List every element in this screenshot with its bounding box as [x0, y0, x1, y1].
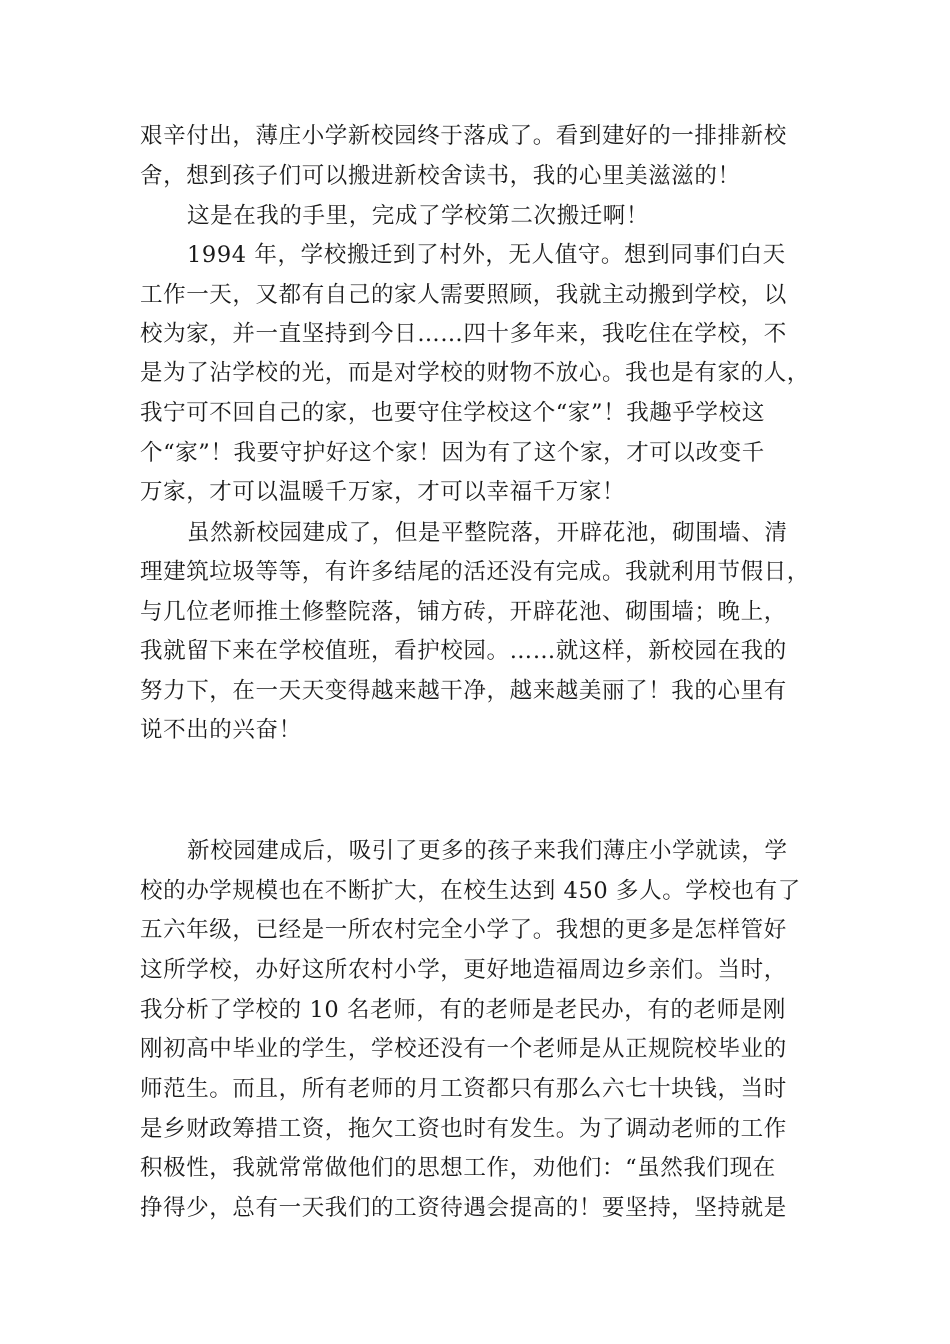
text-line: 工作一天，又都有自己的家人需要照顾，我就主动搬到学校，以	[140, 282, 787, 308]
text-line: 舍，想到孩子们可以搬进新校舍读书，我的心里美滋滋的！	[140, 163, 741, 189]
text-line: 我就留下来在学校值班，看护校园。……就这样，新校园在我的	[140, 638, 787, 664]
text-line: 师范生。而且，所有老师的月工资都只有那么六七十块钱，当时	[140, 1076, 787, 1102]
text-line: 这所学校，办好这所农村小学，更好地造福周边乡亲们。当时，	[140, 957, 787, 983]
text-line: 积极性，我就常常做他们的思想工作，劝他们：“虽然我们现在	[140, 1155, 776, 1181]
text-line: 个“家”！我要守护好这个家！因为有了这个家，才可以改变千	[140, 440, 765, 466]
text-line: 这是在我的手里，完成了学校第二次搬迁啊！	[187, 203, 650, 229]
text-line: 虽然新校园建成了，但是平整院落，开辟花池，砌围墙、清	[187, 520, 788, 546]
text-line: 校为家，并一直坚持到今日……四十多年来，我吃住在学校，不	[140, 321, 787, 347]
text-line: 1994 年，学校搬迁到了村外，无人值守。想到同事们白天	[187, 242, 786, 268]
text-line: 与几位老师推土修整院落，铺方砖，开辟花池、砌围墙；晚上，	[140, 599, 787, 625]
text-line: 刚初高中毕业的学生，学校还没有一个老师是从正规院校毕业的	[140, 1036, 787, 1062]
text-line: 艰辛付出，薄庄小学新校园终于落成了。看到建好的一排排新校	[140, 123, 787, 149]
text-line: 是为了沾学校的光，而是对学校的财物不放心。我也是有家的人，	[140, 360, 810, 386]
text-line: 是乡财政筹措工资，拖欠工资也时有发生。为了调动老师的工作	[140, 1116, 787, 1142]
text-line: 说不出的兴奋！	[140, 717, 302, 743]
text-line: 挣得少，总有一天我们的工资待遇会提高的！要坚持，坚持就是	[140, 1195, 787, 1221]
text-line: 万家，才可以温暖千万家，才可以幸福千万家！	[140, 479, 626, 505]
text-line: 五六年级，已经是一所农村完全小学了。我想的更多是怎样管好	[140, 917, 787, 943]
text-line: 新校园建成后，吸引了更多的孩子来我们薄庄小学就读，学	[187, 838, 788, 864]
text-line: 校的办学规模也在不断扩大，在校生达到 450 多人。学校也有了	[140, 878, 801, 904]
text-line: 努力下，在一天天变得越来越干净，越来越美丽了！我的心里有	[140, 678, 787, 704]
text-line: 理建筑垃圾等等，有许多结尾的活还没有完成。我就利用节假日，	[140, 559, 810, 585]
text-line: 我分析了学校的 10 名老师，有的老师是老民办，有的老师是刚	[140, 997, 786, 1023]
text-line: 我宁可不回自己的家，也要守住学校这个“家”！我趣乎学校这	[140, 400, 765, 426]
